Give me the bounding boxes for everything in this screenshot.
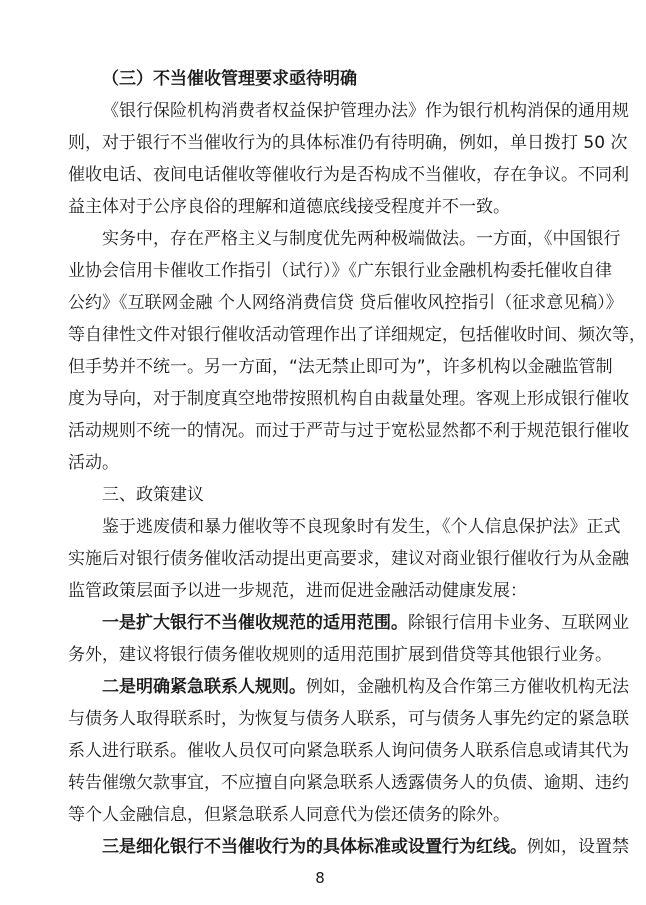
paragraph-line: 益主体对于公序良俗的理解和道德底线接受程度并不一致。 [68, 197, 510, 217]
paragraph-line: 鉴于逃废债和暴力催收等不良现象时有发生，《个人信息保护法》正式 [102, 517, 621, 537]
section-heading-policy: 三、政策建议 [102, 485, 204, 505]
paragraph-line [102, 832, 629, 862]
paragraph-line [102, 672, 629, 702]
paragraph-line: 监管政策层面予以进一步规范，进而促进金融活动健康发展： [68, 581, 527, 601]
paragraph-line: 实务中，存在严格主义与制度优先两种极端做法。一方面，《中国银行 [102, 229, 621, 249]
paragraph-line: 则，对于银行不当催收行为的具体标准仍有待明确，例如，单日拨打 50 次 [68, 133, 628, 153]
paragraph-line: 活动规则不统一的情况。而过于严苛与过于宽松显然都不利于规范银行催收 [68, 421, 629, 441]
line-text: 例如，金融机构及合作第三方催收机构无法 [306, 677, 629, 697]
paragraph-line: 催收电话、夜间电话催收等催收行为是否构成不当催收，存在争议。不同利 [68, 165, 629, 185]
paragraph-line: 但手势并不统一。另一方面，“法无禁止即可为”，许多机构以金融监管制 [68, 357, 613, 377]
paragraph-line: 务外，建议将银行债务催收规则的适用范围扩展到借贷等其他银行业务。 [68, 645, 612, 665]
paragraph-line [102, 608, 629, 638]
line-text: 例如，设置禁 [527, 837, 629, 857]
lead-phrase-1: 一是扩大银行不当催收规范的适用范围。 [102, 613, 408, 633]
page-number: 8 [315, 869, 325, 887]
paragraph-line: 活动。 [68, 453, 119, 473]
paragraph-line: 等个人金融信息，但紧急联系人同意代为偿还债务的除外。 [68, 805, 510, 825]
lead-phrase-2: 二是明确紧急联系人规则。 [102, 677, 306, 697]
paragraph-line: 度为导向，对于制度真空地带按照机构自由裁量处理。客观上形成银行催收 [68, 389, 629, 409]
paragraph-line: 《银行保险机构消费者权益保护管理办法》作为银行机构消保的通用规 [102, 101, 629, 121]
line-text: 除银行信用卡业务、互联网业 [408, 613, 629, 633]
paragraph-line: 业协会信用卡催收工作指引（试行）》《广东银行业金融机构委托催收自律 [68, 261, 612, 281]
paragraph-line: 等自律性文件对银行催收活动管理作出了详细规定，包括催收时间、频次等， [68, 325, 646, 345]
section-heading-3: （三）不当催收管理要求亟待明确 [102, 69, 357, 89]
paragraph-line: 实施后对银行债务催收活动提出更高要求，建议对商业银行催收行为从金融 [68, 549, 629, 569]
lead-phrase-3: 三是细化银行不当催收行为的具体标准或设置行为红线。 [102, 837, 527, 857]
paragraph-line: 系人进行联系。催收人员仅可向紧急联系人询问债务人联系信息或请其代为 [68, 741, 629, 761]
paragraph-line: 与债务人取得联系时，为恢复与债务人联系，可与债务人事先约定的紧急联 [68, 709, 629, 729]
paragraph-line: 转告催缴欠款事宜，不应擅自向紧急联系人透露债务人的负债、逾期、违约 [68, 773, 629, 793]
paragraph-line: 公约》《互联网金融 个人网络消费信贷 贷后催收风控指引（征求意见稿）》 [68, 293, 623, 313]
